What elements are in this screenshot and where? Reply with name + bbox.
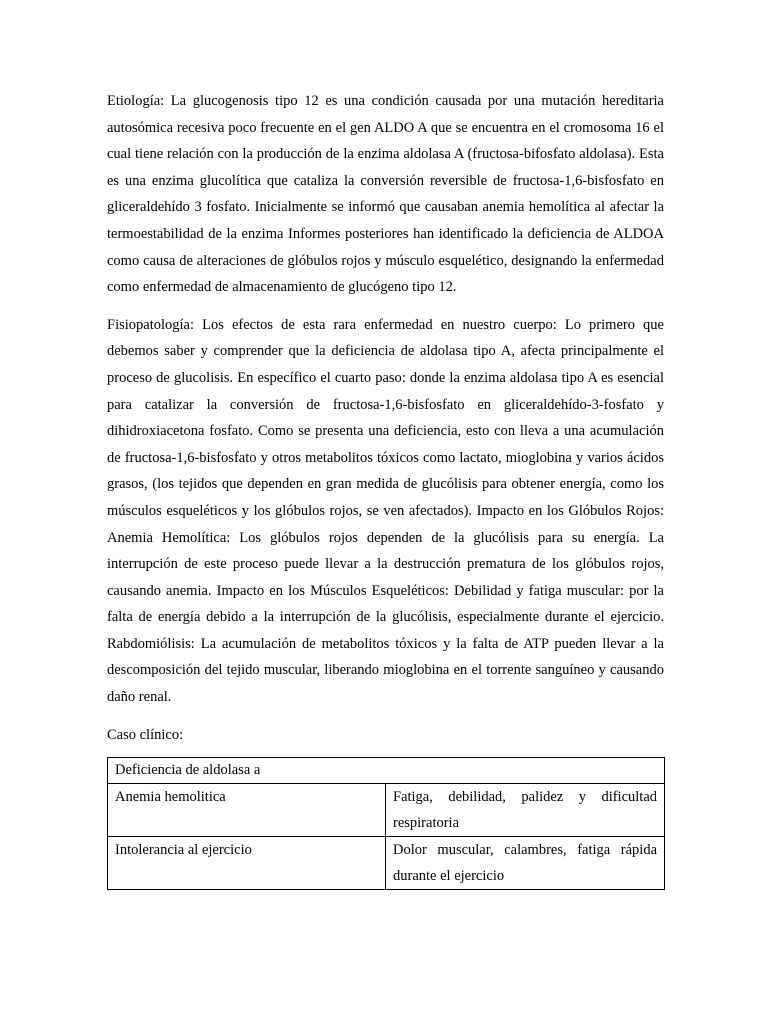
symptoms-cell: Dolor muscular, calambres, fatiga rápida durante el ejercicio (386, 836, 665, 889)
condition-cell: Intolerancia al ejercicio (108, 836, 386, 889)
caso-clinico-label: Caso clínico: (107, 726, 184, 743)
table-header-row (108, 757, 665, 783)
case-table (107, 757, 665, 890)
symptoms-cell: Fatiga, debilidad, palidez y dificultad respiratoria (386, 783, 665, 836)
table-header-cell: Deficiencia de aldolasa a (108, 757, 665, 783)
document-page (107, 88, 664, 890)
table-row (108, 783, 665, 836)
etiologia-paragraph: Etiología: La glucogenosis tipo 12 es una condición causada por una mutación hereditaria autosómica recesiva poco frecuente en el gen ALDO A que se encuentra en el cromosoma 16 el cual tiene relación con la producción de la enzima aldolasa A (fructosa-bifosfato aldolasa). Esta es una enzima glucolítica que cataliza la conversión reversible de fructosa-1,6-bisfosfato en gliceraldehído 3 fosfato. Inicialmente se informó que causaban anemia hemolítica al afectar la termoestabilidad de la enzima Informes posteriores han identificado la deficiencia de ALDOA como causa de alteraciones de glóbulos rojos y músculo esquelético, designando la enfermedad como enfermedad de almacenamiento de glucógeno tipo 12. (107, 93, 664, 296)
table-row (108, 836, 665, 889)
condition-cell: Anemia hemolitica (108, 783, 386, 836)
fisiopatologia-paragraph: Fisiopatología: Los efectos de esta rara enfermedad en nuestro cuerpo: Lo primero que debemos saber y comprender que la deficiencia de aldolasa tipo A, afecta principalmente el proceso de glucolisis. En específico el cuarto paso: donde la enzima aldolasa tipo A es esencial para catalizar la conversión de fructosa-1,6-bisfosfato en gliceraldehído-3-fosfato y dihidroxiacetona fosfato. Como se presenta una deficiencia, esto con lleva a una acumulación de fructosa-1,6-bisfosfato y otros metabolitos tóxicos como lactato, mioglobina y varios ácidos grasos, (los tejidos que dependen en gran medida de glucólisis para obtener energía, como los músculos esqueléticos y los glóbulos rojos, se ven afectados). Impacto en los Glóbulos Rojos: Anemia Hemolítica: Los glóbulos rojos dependen de la glucólisis para su energía. La interrupción de este proceso puede llevar a la destrucción prematura de los glóbulos rojos, causando anemia. Impacto en los Músculos Esqueléticos: Debilidad y fatiga muscular: por la falta de energía debido a la interrupción de la glucólisis, especialmente durante el ejercicio. Rabdomiólisis: La acumulación de metabolitos tóxicos y la falta de ATP pueden llevar a la descomposición del tejido muscular, liberando mioglobina en el torrente sanguíneo y causando daño renal. (107, 316, 664, 706)
